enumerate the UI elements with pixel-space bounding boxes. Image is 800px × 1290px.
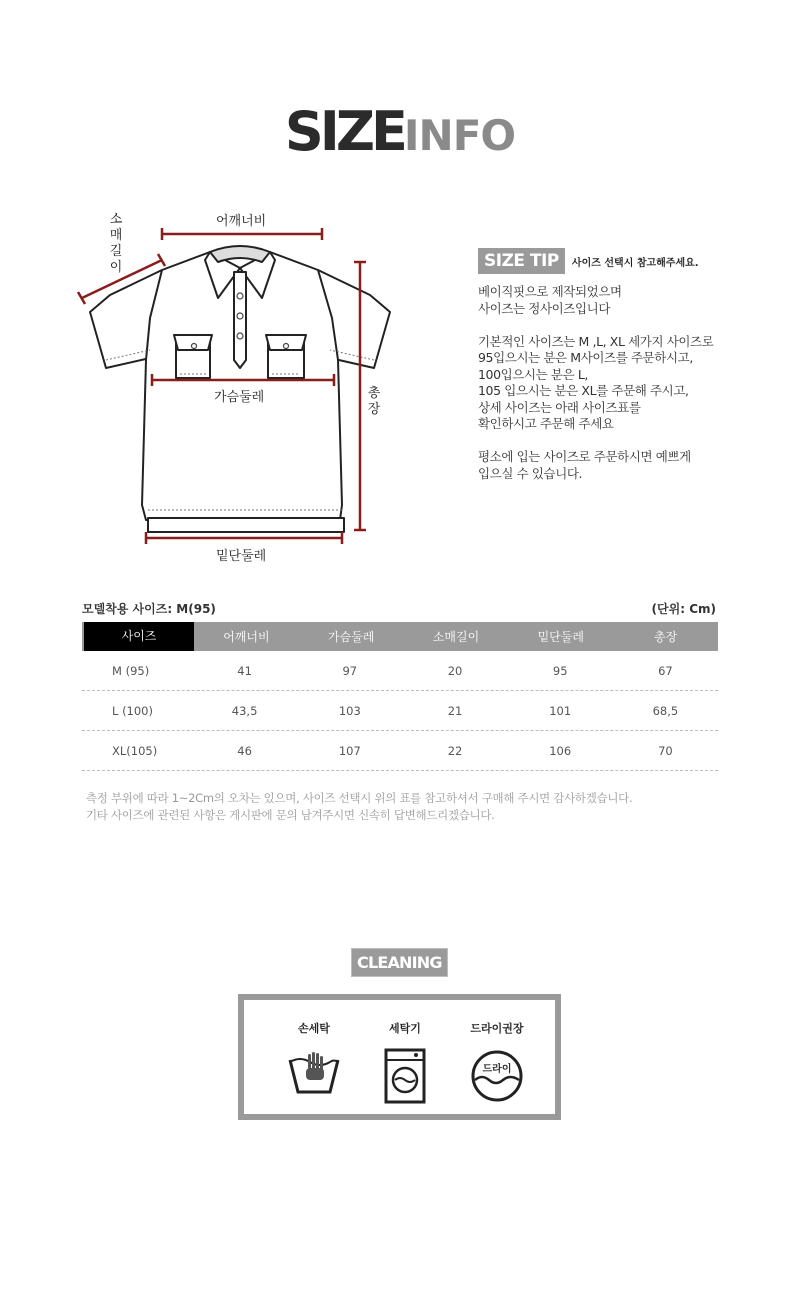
size-tip-body: 베이직핏으로 제작되었으며 사이즈는 정사이즈입니다 기본적인 사이즈는 M ,L, XL 세가지 사이즈로 95입으시는 분은 M사이즈를 주문하시고, 100입으시는 분은 L, 105 입으시는 분은 XL를 주문해 주시고, 상세 사이즈는 아래 사이즈표를 확인하시고 주문해 주세요 평소에 입는 사이즈로 주문하시면 예쁘게 입으실 수 있습니다. <box>478 284 714 481</box>
table-row <box>82 691 718 731</box>
table-row <box>82 731 718 771</box>
table-cell: 101 <box>549 703 572 718</box>
care-label: 손세탁 <box>298 1022 330 1035</box>
column-header: 소매길이 <box>432 630 480 644</box>
care-item-washer <box>360 1020 450 1104</box>
washing-machine-icon <box>380 1048 430 1104</box>
sleeve-length-label: 소매길이 <box>109 212 123 275</box>
care-item-hand-wash <box>269 1020 359 1098</box>
unit-label: (단위: Cm) <box>651 602 716 616</box>
table-cell: 22 <box>447 743 463 758</box>
table-cell: 107 <box>338 743 361 758</box>
column-header: 사이즈 <box>84 622 194 651</box>
size-tip <box>478 248 778 482</box>
title-info: INFO <box>403 111 516 160</box>
table-cell: 70 <box>658 743 673 758</box>
title-size: SIZE <box>284 100 404 163</box>
table-cell: 103 <box>338 703 361 718</box>
hem-label: 밑단둘레 <box>216 549 267 564</box>
cleaning-badge: CLEANING <box>351 948 448 977</box>
table-cell: 21 <box>447 703 463 718</box>
hand-wash-icon <box>284 1048 344 1098</box>
table-cell: 68,5 <box>652 703 679 718</box>
chest-label: 가슴둘레 <box>214 390 265 405</box>
column-header: 어깨너비 <box>223 630 270 644</box>
size-tip-heading: 사이즈 선택시 참고해주세요. <box>571 258 699 269</box>
size-table <box>82 622 718 771</box>
cleaning-box <box>238 994 561 1120</box>
column-header: 총장 <box>653 630 678 644</box>
table-cell: 97 <box>342 663 358 678</box>
note-line: 측정 부위에 따라 1~2Cm의 오차는 있으며, 사이즈 선택시 위의 표를 참고하셔서 구매해 주시면 감사하겠습니다. <box>86 791 633 805</box>
dry-clean-icon <box>469 1048 525 1104</box>
size-tip-badge: SIZE TIP <box>478 248 565 274</box>
table-cell: M (95) <box>112 663 150 678</box>
care-label: 세탁기 <box>389 1022 421 1035</box>
shoulder-width-label: 어깨너비 <box>216 214 267 229</box>
table-cell: 106 <box>549 743 572 758</box>
table-cell: 20 <box>447 663 463 678</box>
note-line: 기타 사이즈에 관련된 사항은 게시판에 문의 남겨주시면 신속히 답변해드리겠습니다. <box>86 807 495 822</box>
model-size: 모델착용 사이즈: M(95) <box>82 602 216 616</box>
care-label: 드라이권장 <box>470 1022 524 1035</box>
table-cell: 41 <box>237 663 252 678</box>
column-header: 밑단둘레 <box>537 630 584 644</box>
shirt-diagram <box>70 200 410 570</box>
table-cell: XL(105) <box>112 743 158 758</box>
total-length-label: 총장 <box>367 386 381 417</box>
dry-clean-icon-text: 드라이 <box>482 1064 512 1075</box>
page-title <box>0 100 800 163</box>
table-header <box>82 622 718 651</box>
table-row <box>82 651 718 691</box>
table-cell: L (100) <box>112 703 153 718</box>
column-header: 가슴둘레 <box>328 630 375 644</box>
table-cell: 43,5 <box>231 703 258 718</box>
care-item-dry-clean <box>452 1020 542 1104</box>
table-cell: 67 <box>658 663 673 678</box>
table-cell: 95 <box>552 663 568 678</box>
size-notes <box>86 790 632 823</box>
table-cell: 46 <box>237 743 252 758</box>
